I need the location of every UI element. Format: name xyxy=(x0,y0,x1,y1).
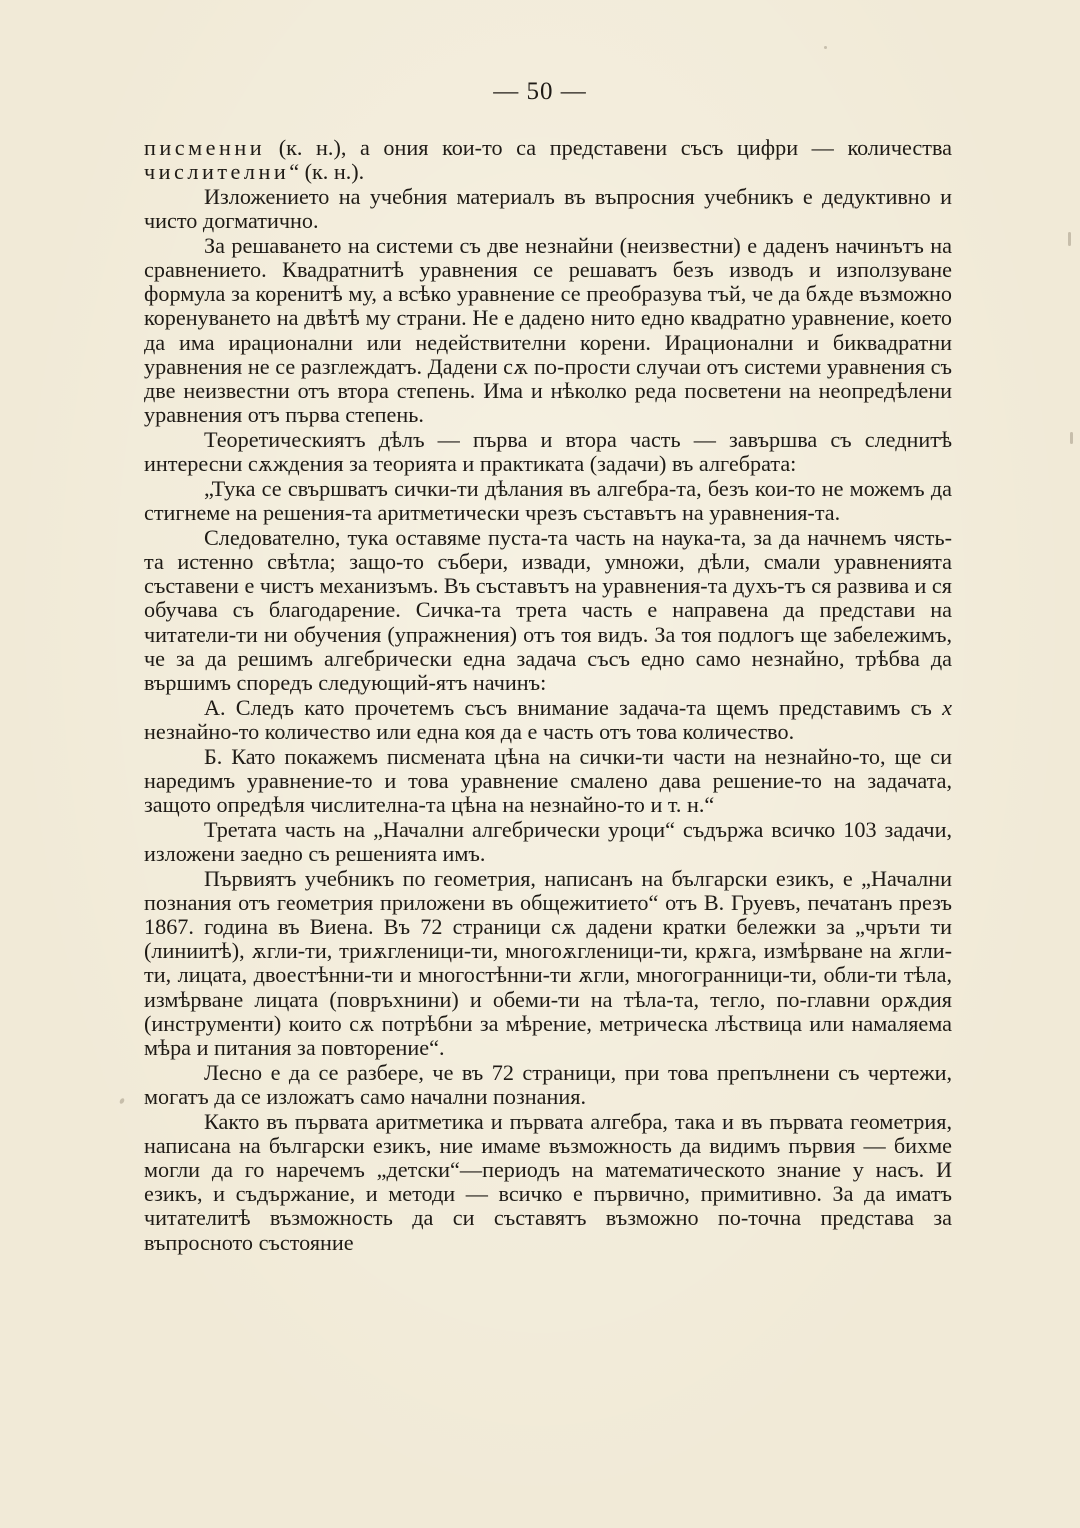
quote-paragraph xyxy=(144,696,952,744)
paragraph-text: незнайно-то количество или една коя да е часть отъ това количество. xyxy=(144,718,795,744)
paragraph-text: “ (к. н.). xyxy=(289,159,365,185)
variable-x: x xyxy=(942,694,952,720)
spaced-term: числителни xyxy=(144,159,290,185)
quote-paragraph: Следователно, тука оставяме пуста-та часть на наука-та, за да начнемъ чясть-та истенно свѣтла; защо-то събери, извади, умножи, дѣли, смали уравненията съставени е чистъ механизъмъ. Въ съставътъ на уравнения-та духъ-тъ ся развива и ся обучава съ благодарение. Сичка-та трета часть е направена да представи на читатели-ти ни обучения (упражнения) отъ тоя видъ. За тоя подлогъ ще забележимъ, че за да решимъ алгебрически една задача съсъ едно само незнайно, трѣбва да вършимъ споредъ следующий-ятъ начинъ: xyxy=(144,524,952,695)
paragraph: Лесно е да се разбере, че въ 72 страници, при това препълнени съ чертежи, могатъ да се изложатъ само начални познания. xyxy=(144,1059,952,1109)
body-text xyxy=(144,136,952,1255)
paragraph: Теоретическиятъ дѣлъ — първа и втора часть — завършва съ следнитѣ интересни сѫждения за теорията и практиката (задачи) въ алгебрата: xyxy=(144,426,952,477)
spaced-term: писменни xyxy=(144,135,266,160)
paragraph-text: А. Следъ като прочетемъ съсъ внимание задача-та щемъ представимъ съ xyxy=(204,694,943,720)
paragraph: Както въ първата аритметика и първата алгебра, така и въ първата геометрия, написана на български езикъ, ние имаме възможность да видимъ първия — бихме могли да го наречемъ „детски“—периодъ на математическото знание у насъ. И езикъ, и съдържание, и методи — всичко е първично, примитивно. За да иматъ читателитѣ възможность да си съставятъ възможно по-точна представа за въпросното състояние xyxy=(144,1108,952,1255)
paragraph: Третата часть на „Начални алгебрически уроци“ съдържа всичко 103 задачи, изложени заедно съ решенията имъ. xyxy=(144,816,952,866)
paper-speck xyxy=(1070,432,1073,444)
paragraph: За решаването на системи съ две незнайни (неизвестни) е даденъ начинътъ на сравнението. Квадратнитѣ уравнения се решаватъ безъ изводъ и използуване формула за коренитѣ му, а всѣко уравнение се преобразува тъй, че да бѫде възможно коренуването на двѣтѣ му страни. Не е дадено нито едно квадратно уравнение, което да има ирационални или недействителни корени. Ирационални и биквадратни уравнения не се разглеждатъ. Дадени сѫ по-прости случаи отъ системи уравнения съ две неизвестни отъ втора степень. Има и нѣколко реда посветени на неопредѣлени уравнения отъ първа степень. xyxy=(144,232,952,428)
paragraph-text: (к. н.), а ония кои-то са представени съсъ цифри — количества xyxy=(265,135,952,160)
paragraph xyxy=(144,136,952,184)
paper-speck xyxy=(1068,232,1071,246)
paragraph: Изложението на учебния материалъ въ въпросния учебникъ е дедуктивно и чисто догматично. xyxy=(144,183,952,234)
paragraph: Първиятъ учебникъ по геометрия, написанъ на български езикъ, е „Начални познания отъ геометрия приложени въ общежитието“ отъ В. Груевъ, печатанъ презъ 1867. година въ Виена. Въ 72 страници сѫ дадени кратки бележки за „чръти ти (линиитѣ), ѫгли-ти, триѫгленици-ти, многоѫгленици-ти, крѫга, измѣрване на ѫгли-ти, лицата, двоестѣнни-ти и многостѣнни-ти ѫгли, многогранници-ти, обли-ти тѣла, измѣрване лицата (повръхнини) и обеми-ти на тѣла-та, тегло, по-главни орѫдия (инструменти) които сѫ потрѣбни за мѣрение, метрическа лѣствица или намаляема мѣра и питания за повторение“. xyxy=(144,865,952,1061)
quote-paragraph: Б. Като покажемъ писмената цѣна на сички-ти части на незнайно-то, ще си наредимъ уравнение-то и това уравнение смалено дава решение-то на задачата, защото опредѣля числителна-та цѣна на незнайно-то и т. н.“ xyxy=(144,743,952,817)
quote-paragraph: „Тука се свършватъ сички-ти дѣлания въ алгебра-та, безъ кои-то не можемъ да стигнеме на решения-та аритметически чрезъ съставътъ на уравнения-та. xyxy=(144,475,952,526)
page-number: — 50 — xyxy=(493,78,587,105)
paper-speck xyxy=(824,46,827,49)
paper-speck xyxy=(119,1097,125,1104)
